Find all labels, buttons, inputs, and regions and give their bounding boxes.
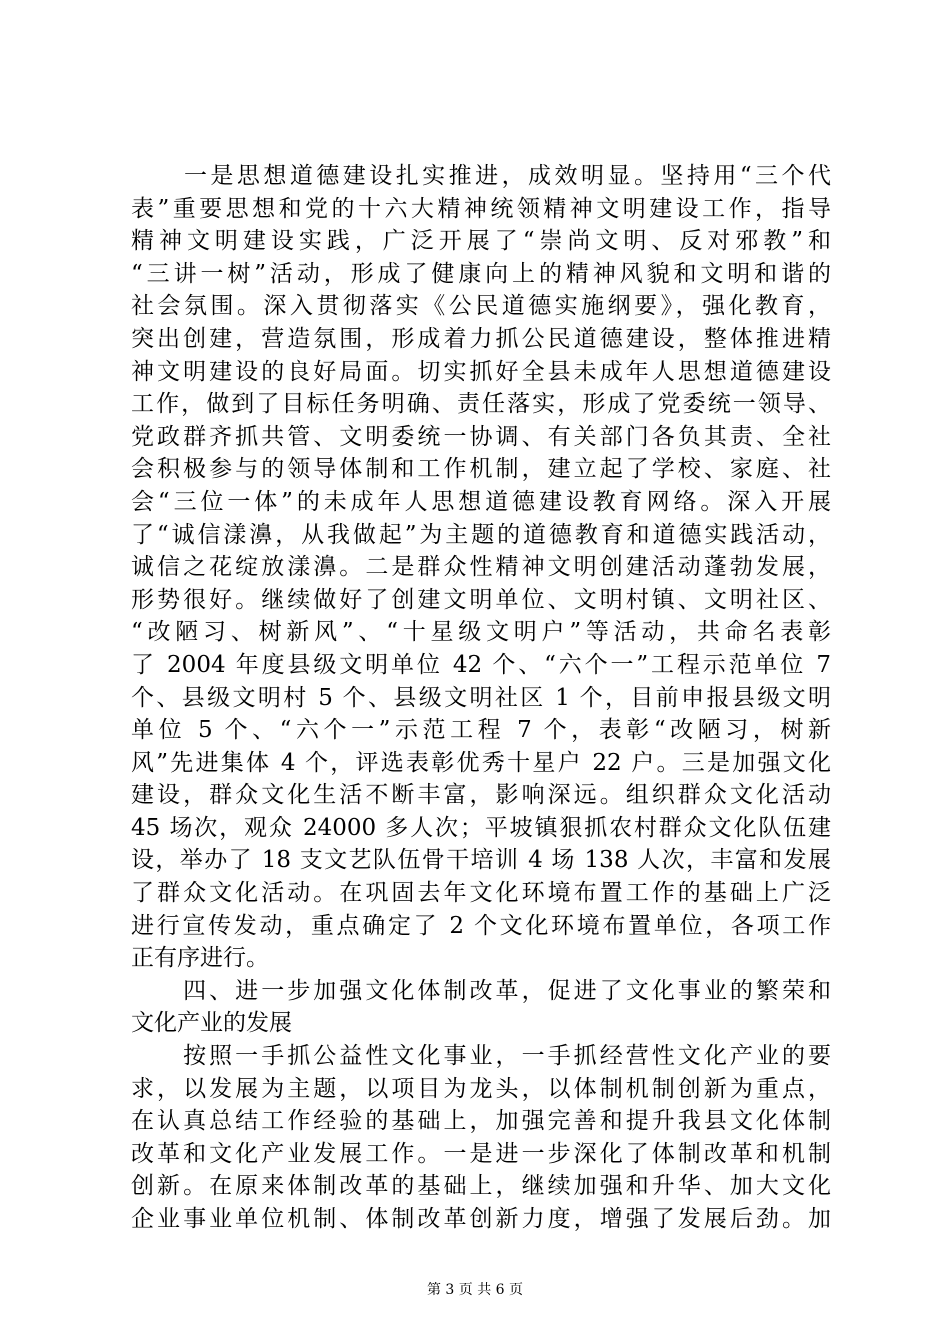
text-line: 创新。在原来体制改革的基础上，继续加强和升华、加大文化 [131,1173,831,1200]
text-line: 45 场次，观众 24000 多人次；平坡镇狠抓农村群众文化队伍建 [131,814,831,841]
text-line: 神文明建设的良好局面。切实抓好全县未成年人思想道德建设 [131,358,831,385]
text-line: 在认真总结工作经验的基础上，加强完善和提升我县文化体制 [131,1108,831,1135]
text-line: 表”重要思想和党的十六大精神统领精神文明建设工作，指导 [131,195,831,222]
text-line: “改陋习、树新风”、“十星级文明户”等活动，共命名表彰 [131,619,831,646]
text-line: 文化产业的发展 [131,1010,292,1037]
text-line: 个、县级文明村 5 个、县级文明社区 1 个，目前申报县级文明 [131,684,831,711]
text-line: 进行宣传发动，重点确定了 2 个文化环境布置单位，各项工作 [131,912,831,939]
text-line: 单位 5 个、“六个一”示范工程 7 个，表彰“改陋习，树新 [131,717,831,744]
text-line: 了群众文化活动。在巩固去年文化环境布置工作的基础上广泛 [131,880,831,907]
text-line: 设，举办了 18 支文艺队伍骨干培训 4 场 138 人次，丰富和发展 [131,847,831,874]
text-line: 了 2004 年度县级文明单位 42 个、“六个一”工程示范单位 7 [131,651,831,678]
text-line: 一是思想道德建设扎实推进，成效明显。坚持用“三个代 [131,163,831,189]
text-line: “三讲一树”活动，形成了健康向上的精神风貌和文明和谐的 [131,260,831,287]
page-footer: 第 3 页 共 6 页 [426,1282,524,1298]
text-line: 社会氛围。深入贯彻落实《公民道德实施纲要》，强化教育， [131,293,831,320]
text-line: 形势很好。继续做好了创建文明单位、文明村镇、文明社区、 [131,586,831,613]
text-line: 会积极参与的领导体制和工作机制，建立起了学校、家庭、社 [131,456,831,483]
text-line: 求，以发展为主题，以项目为龙头，以体制机制创新为重点， [131,1075,831,1102]
text-line: 风”先进集体 4 个，评选表彰优秀十星户 22 户。三是加强文化 [131,749,831,776]
document-body [131,160,831,1236]
text-line: 突出创建，营造氛围，形成着力抓公民道德建设，整体推进精 [131,325,831,352]
text-line: 正有序进行。 [131,945,269,972]
text-line: 会“三位一体”的未成年人思想道德建设教育网络。深入开展 [131,488,831,515]
text-line: 改革和文化产业发展工作。一是进一步深化了体制改革和机制 [131,1140,831,1167]
text-line: 按照一手抓公益性文化事业，一手抓经营性文化产业的要 [131,1043,831,1070]
text-line: 建设，群众文化生活不断丰富，影响深远。组织群众文化活动 [131,782,831,809]
text-line: 诚信之花绽放漾濞。二是群众性精神文明创建活动蓬勃发展， [131,554,831,581]
text-line: 四、进一步加强文化体制改革，促进了文化事业的繁荣和 [131,977,831,1004]
text-line: 党政群齐抓共管、文明委统一协调、有关部门各负其责、全社 [131,423,831,450]
text-line: 工作，做到了目标任务明确、责任落实，形成了党委统一领导、 [131,391,831,418]
text-line: 精神文明建设实践，广泛开展了“崇尚文明、反对邪教”和 [131,228,831,255]
text-line: 了“诚信漾濞，从我做起”为主题的道德教育和道德实践活动， [131,521,831,548]
text-line: 企业事业单位机制、体制改革创新力度，增强了发展后劲。加 [131,1206,831,1232]
